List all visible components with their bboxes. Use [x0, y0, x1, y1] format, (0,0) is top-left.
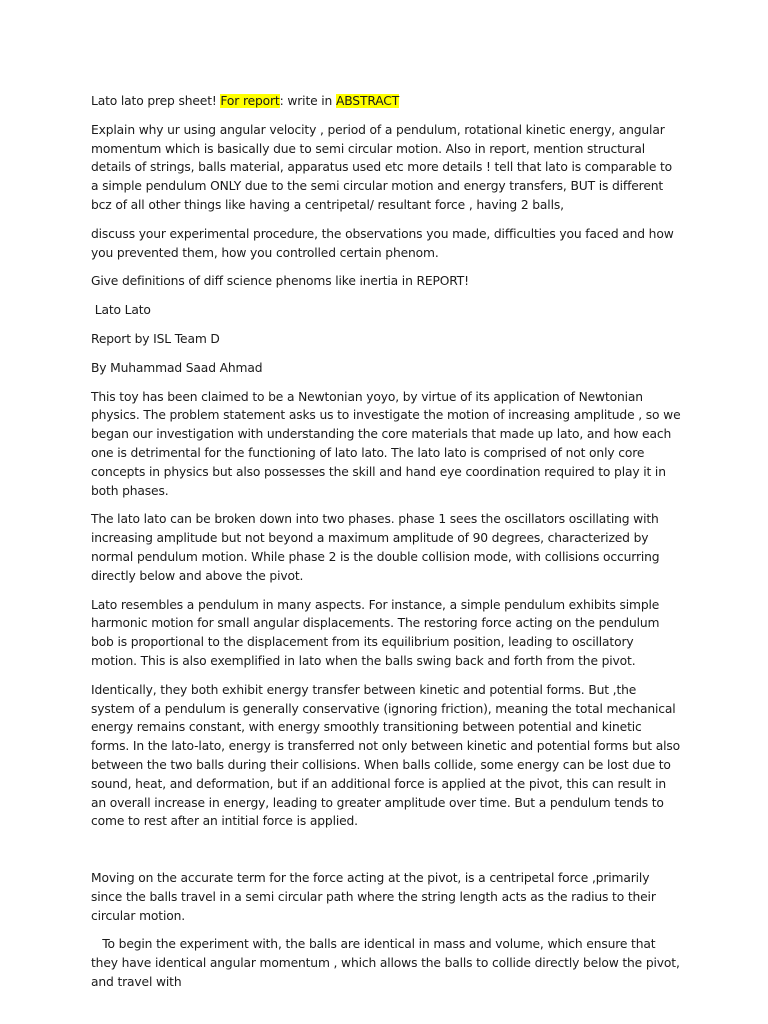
body-paragraph: This toy has been claimed to be a Newtonian yoyo, by virtue of its application of Newtonian physics. The problem statement asks us to investigate the motion of increasing amplitude , so we began our investigation with understanding the core materials that made up lato, and how each one is detrimental for the functioning of lato lato. The lato lato is comprised of not only core concepts in physics but also possesses the skill and hand eye coordination required to play it in both phases.	[91, 389, 681, 498]
note-paragraph: Give definitions of diff science phenoms like inertia in REPORT!	[91, 274, 469, 289]
report-title: Lato Lato	[91, 303, 151, 318]
body-paragraph: The lato lato can be broken down into two phases. phase 1 sees the oscillators oscillating with increasing amplitude but not beyond a maximum amplitude of 90 degrees, characterized by normal pendulum motion. While phase 2 is the double collision mode, with collisions occurring directly below and above the pivot.	[91, 512, 660, 583]
body-paragraph: Moving on the accurate term for the force acting at the pivot, is a centripetal force ,primarily since the balls travel in a semi circular path where the string length acts as the radius to their circular motion.	[91, 871, 656, 923]
body-paragraph: Identically, they both exhibit energy transfer between kinetic and potential forms. But ,the system of a pendulum is generally conservative (ignoring friction), meaning the total mechanical energy remains constant, with energy smoothly transitioning between potential and kinetic forms. In the lato-lato, energy is transferred not only between kinetic and potential forms but also between the two balls during their collisions. When balls collide, some energy can be lost due to sound, heat, and deformation, but if an additional force is applied at the pivot, this can result in an overall increase in energy, leading to greater amplitude over time. But a pendulum tends to come to rest after an intitial force is applied.	[91, 682, 680, 829]
highlight-for-report: For report	[220, 94, 280, 108]
highlight-abstract: ABSTRACT	[335, 94, 400, 108]
note-paragraph: discuss your experimental procedure, the observations you made, difficulties you faced and how you prevented them, how you controlled certain phenom.	[91, 226, 674, 260]
body-paragraph: Lato resembles a pendulum in many aspects. For instance, a simple pendulum exhibits simple harmonic motion for small angular displacements. The restoring force acting on the pendulum bob is proportional to the displacement from its equilibrium position, leading to oscillatory motion. This is also exemplified in lato when the balls swing back and forth from the pivot.	[91, 597, 660, 668]
heading-middle: : write in	[279, 94, 336, 108]
note-paragraph: Explain why ur using angular velocity , period of a pendulum, rotational kinetic energy, angular momentum which is basically due to semi circular motion. Also in report, mention structural details of strings, balls material, apparatus used etc more details ! tell that lato is comparable to a simple pendulum ONLY due to the semi circular motion and energy transfers, BUT is different bcz of all other things like having a centripetal/ resultant force , having 2 balls,	[91, 122, 673, 212]
prep-sheet-heading	[91, 92, 681, 111]
body-paragraph: To begin the experiment with, the balls are identical in mass and volume, which ensure that they have identical angular momentum , which allows the balls to collide directly below the pivot, and travel with	[91, 937, 684, 990]
report-team: Report by ISL Team D	[91, 331, 220, 346]
document-page	[91, 92, 684, 1002]
heading-prefix: Lato lato prep sheet!	[91, 94, 221, 108]
report-author: By Muhammad Saad Ahmad	[91, 360, 263, 375]
